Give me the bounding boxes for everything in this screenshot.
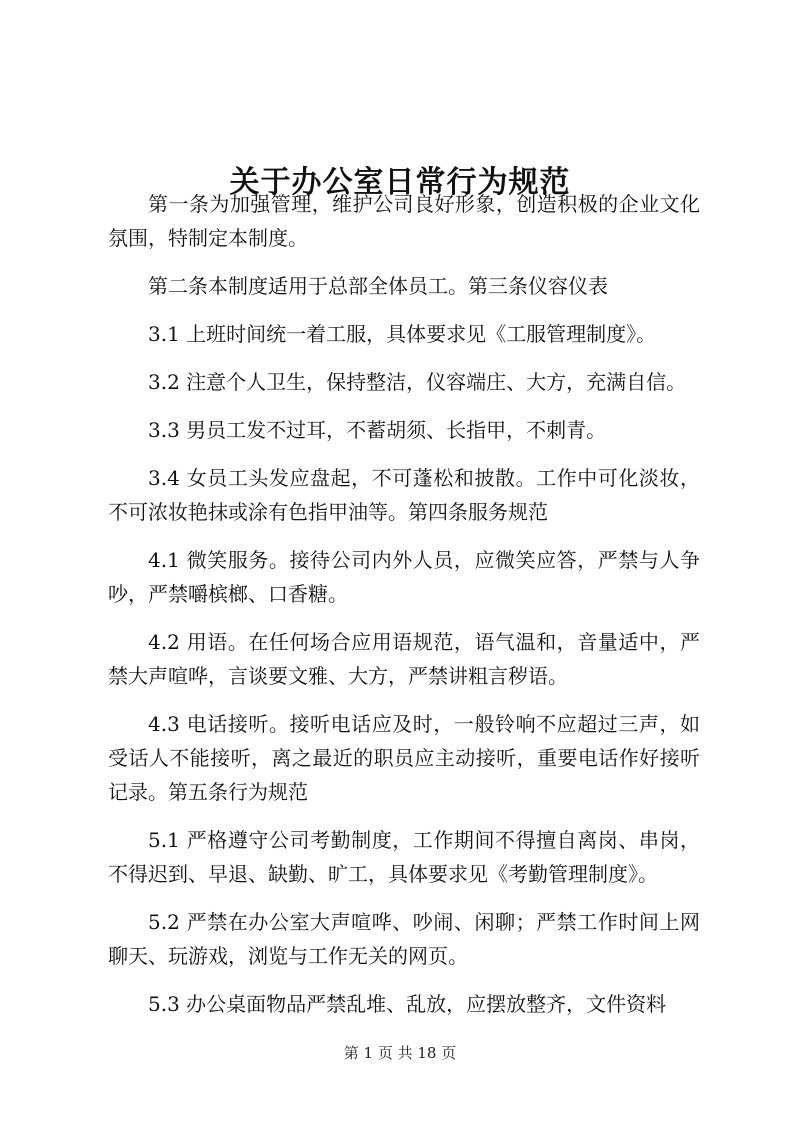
paragraph-4: 3.2 注意个人卫生，保持整洁，仪容端庄、大方，充满自信。 xyxy=(148,370,687,394)
page-number-footer: 第 1 页 共 18 页 xyxy=(343,1044,457,1062)
paragraph-5: 3.3 男员工发不过耳，不蓄胡须、长指甲，不刺青。 xyxy=(148,418,607,442)
paragraph-10: 5.1 严格遵守公司考勤制度，工作期间不得擅自离岗、串岗，不得迟到、早退、缺勤、旷工，具体要求见《考勤管理制度》。 xyxy=(108,828,700,886)
paragraph-7: 4.1 微笑服务。接待公司内外人员，应微笑应答，严禁与人争吵，严禁嚼槟榔、口香糖。 xyxy=(108,548,700,606)
page-title: 关于办公室日常行为规范 xyxy=(229,165,571,201)
paragraph-11: 5.2 严禁在办公室大声喧哗、吵闹、闲聊；严禁工作时间上网聊天、玩游戏，浏览与工作无关的网页。 xyxy=(108,910,700,968)
paragraph-2: 第二条本制度适用于总部全体员工。第三条仪容仪表 xyxy=(148,274,608,298)
paragraph-3: 3.1 上班时间统一着工服，具体要求见《工服管理制度》。 xyxy=(148,322,657,346)
paragraph-1: 第一条为加强管理，维护公司良好形象，创造积极的企业文化氛围，特制定本制度。 xyxy=(108,192,700,250)
paragraph-12: 5.3 办公桌面物品严禁乱堆、乱放，应摆放整齐，文件资料 xyxy=(148,992,667,1016)
paragraph-8: 4.2 用语。在任何场合应用语规范，语气温和，音量适中，严禁大声喧哗，言谈要文雅、大方，严禁讲粗言秽语。 xyxy=(108,630,700,688)
document-body xyxy=(108,187,700,1035)
paragraph-9: 4.3 电话接听。接听电话应及时，一般铃响不应超过三声，如受话人不能接听，离之最近的职员应主动接听，重要电话作好接听记录。第五条行为规范 xyxy=(108,712,700,804)
paragraph-6: 3.4 女员工头发应盘起，不可蓬松和披散。工作中可化淡妆，不可浓妆艳抹或涂有色指甲油等。第四条服务规范 xyxy=(108,466,700,524)
